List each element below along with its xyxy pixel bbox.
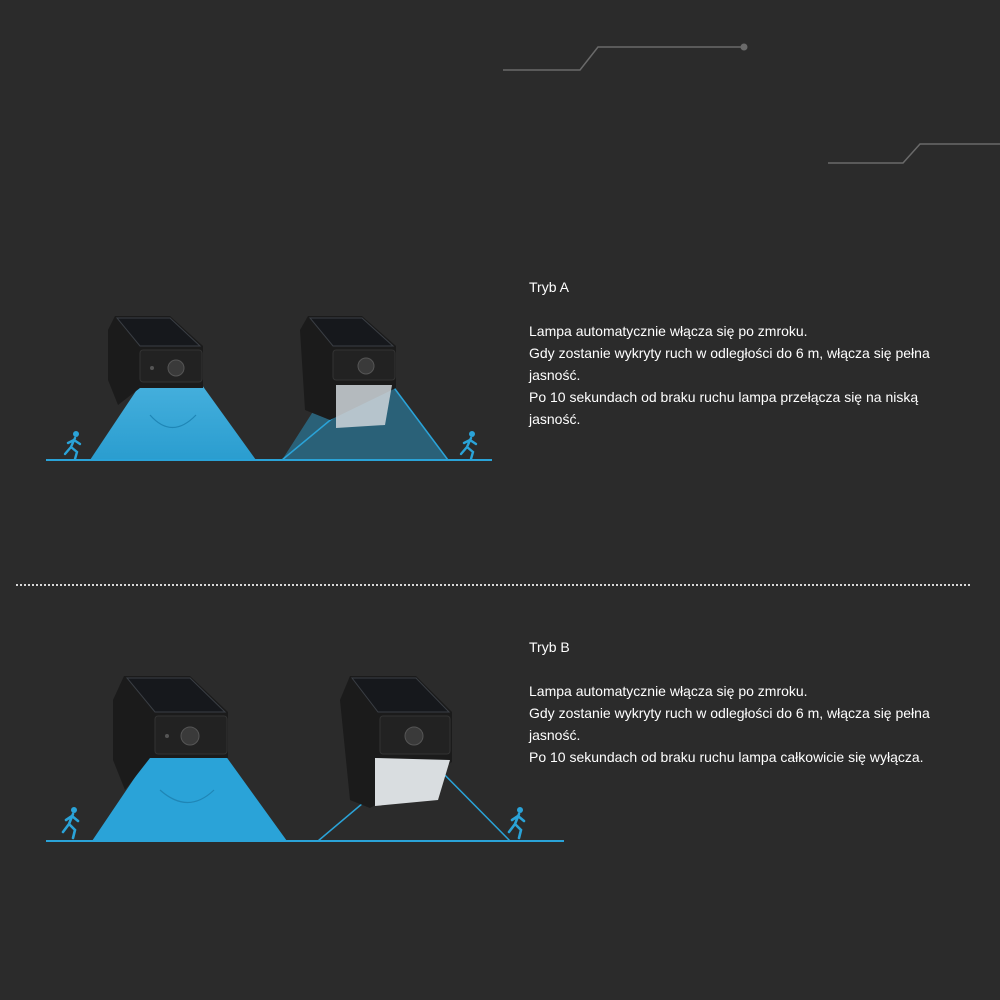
decorative-circuit-lines: [0, 0, 1000, 200]
lamp-off: [318, 676, 510, 841]
led-panel: [336, 385, 392, 428]
pir-sensor-icon: [181, 727, 199, 745]
running-person-icon: [461, 431, 476, 459]
section-divider: [16, 584, 970, 586]
lamp-full-brightness: [90, 316, 256, 460]
mode-a-description: [529, 276, 969, 430]
lamp-low-brightness: [282, 316, 448, 460]
mode-b-line-1: Lampa automatycznie włącza się po zmroku.: [529, 683, 808, 699]
led-panel: [375, 758, 450, 806]
mode-b-description: [529, 636, 969, 768]
pir-sensor-icon: [168, 360, 184, 376]
mode-b-line-3: Po 10 sekundach od braku ruchu lampa całkowicie się wyłącza.: [529, 749, 924, 765]
mode-b-title: Tryb B: [529, 639, 570, 655]
mode-b-line-2: Gdy zostanie wykryty ruch w odległości do 6 m, włącza się pełna jasność.: [529, 705, 930, 743]
running-person-icon: [63, 807, 78, 838]
running-person-icon: [65, 431, 80, 459]
mode-b-illustration: [0, 660, 580, 860]
running-person-icon: [509, 807, 524, 838]
mode-a-illustration: [0, 300, 520, 470]
mode-a-line-2: Gdy zostanie wykryty ruch w odległości do 6 m, włącza się pełna jasność.: [529, 345, 930, 383]
mode-a-line-3: Po 10 sekundach od braku ruchu lampa przełącza się na niską jasność.: [529, 389, 919, 427]
mode-a-line-1: Lampa automatycznie włącza się po zmroku.: [529, 323, 808, 339]
mode-a-title: Tryb A: [529, 279, 569, 295]
lamp-full-brightness: [92, 676, 287, 841]
